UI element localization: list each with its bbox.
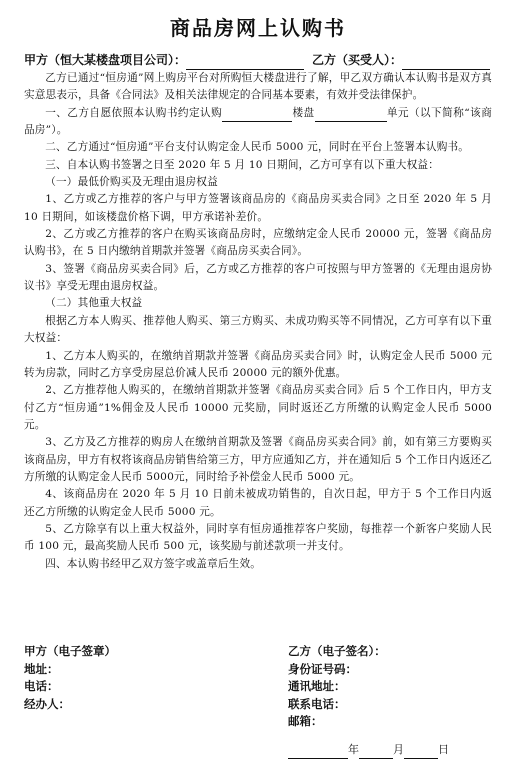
subheading-rights-2: （二）其他重大权益 <box>45 297 143 310</box>
party-line <box>24 50 492 70</box>
paragraph-clause-2: 二、乙方通过“恒房通”平台支付认购定金人民币 5000 元，同时在平台上签署本认购书。 <box>45 141 470 154</box>
party-b-email-label[interactable]: 邮箱： <box>288 714 323 729</box>
document-body <box>24 70 492 573</box>
party-b-id-label[interactable]: 身份证号码： <box>288 661 357 676</box>
date-day-label: 日 <box>438 743 449 756</box>
date-year-blank[interactable] <box>288 746 348 759</box>
paragraph-right-2-2: 2、乙方推荐他人购买的，在缴纳首期款并签署《商品房买卖合同》后 5 个工作日内，甲方支付乙方“恒房通”1%佣金及人民币 10000 元奖励，同时返还乙方所缴的认购定金人民币 5000 元。 <box>24 384 492 431</box>
party-a-seal-label: 甲方（电子签章） <box>24 644 116 658</box>
party-b-label: 乙方（买受人）： <box>312 53 403 67</box>
paragraph-clause-3: 三、自本认购书签署之日至 2020 年 5 月 10 日期间，乙方可享有以下重大权益： <box>45 158 439 171</box>
party-a-signature <box>24 643 264 713</box>
paragraph-clause-4: 四、本认购书经甲乙双方签字或盖章后生效。 <box>45 557 262 570</box>
sign-date <box>288 741 449 759</box>
date-month-label: 月 <box>393 743 404 756</box>
party-b-blank[interactable] <box>402 56 490 70</box>
clause-1-blank-1[interactable] <box>222 109 292 122</box>
clause-1-blank-2[interactable] <box>315 109 387 122</box>
clause-1-tail: 单元（以下简称“该商品房”）。 <box>24 106 492 137</box>
paragraph-rights-2-intro: 根据乙方本人购买、推荐他人购买、第三方购买、未成功购买等不同情况，乙方可享有以下重大权益： <box>24 314 492 345</box>
party-b-sign-label: 乙方（电子签名）： <box>288 644 386 658</box>
date-year-label: 年 <box>348 743 359 756</box>
party-a-phone-label[interactable]: 电话： <box>24 679 59 694</box>
party-a-address-label[interactable]: 地址： <box>24 661 59 676</box>
party-b-address-label[interactable]: 通讯地址： <box>288 679 346 694</box>
document-title: 商品房网上认购书 <box>170 16 346 40</box>
paragraph-right-2-5: 5、乙方除享有以上重大权益外，同时享有恒房通推荐客户奖励，每推荐一个新客户奖励人民币 100 元，最高奖励人民币 500 元，该奖励与前述款项一并支付。 <box>24 522 492 553</box>
clause-1-lead: 一、乙方自愿依照本认购书约定认购 <box>45 106 223 119</box>
party-a-handler-label[interactable]: 经办人： <box>24 696 70 711</box>
paragraph-intro: 乙方已通过“恒房通”网上购房平台对所购恒大楼盘进行了解，甲乙双方确认本认购书是双方真实意思表示，具备《合同法》及相关法律规定的合同基本要素，有效并受法律保护。 <box>24 72 492 102</box>
clause-1-mid: 楼盘 <box>292 106 315 119</box>
party-a-blank[interactable] <box>186 56 304 70</box>
party-b-phone-label[interactable]: 联系电话： <box>288 696 346 711</box>
subheading-rights-1: （一）最低价购买及无理由退房权益 <box>45 176 218 189</box>
paragraph-clause-1 <box>24 105 492 140</box>
paragraph-right-1-3: 3、签署《商品房买卖合同》后，乙方或乙方推荐的客户可按照与甲方签署的《无理由退房协议书》享受无理由退房权益。 <box>24 262 492 293</box>
date-day-blank[interactable] <box>404 746 438 759</box>
paragraph-right-2-3: 3、乙方及乙方推荐的购房人在缴纳首期款及签署《商品房买卖合同》前，如有第三方要购买该商品房，甲方有权将该商品房销售给第三方，甲方应通知乙方，并在通知后 5 个工作日内返还乙方所缴的认购定金人民币 5000元，同时给予补偿金人民币 5000 元。 <box>24 436 492 483</box>
date-month-blank[interactable] <box>359 746 393 759</box>
paragraph-right-1-1: 1、乙方或乙方推荐的客户与甲方签署该商品房的《商品房买卖合同》之日至 2020 年 5 月 10 日期间，如该楼盘价格下调，甲方承诺补差价。 <box>24 193 492 223</box>
paragraph-right-2-4: 4、该商品房在 2020 年 5 月 10 日前未被成功销售的，自次日起，甲方于 5 个工作日内返还乙方所缴的认购定金人民币 5000 元。 <box>24 488 492 518</box>
paragraph-right-1-2: 2、乙方或乙方推荐的客户在购买该商品房时，应缴纳定金人民币 20000 元，签署《商品房认购书》，在 5 日内缴纳首期款并签署《商品房买卖合同》。 <box>24 228 492 258</box>
paragraph-right-2-1: 1、乙方本人购买的，在缴纳首期款并签署《商品房买卖合同》时，认购定金人民币 5000 元转为房款，同时乙方享受房屋总价减人民币 20000 元的额外优惠。 <box>24 349 492 379</box>
party-a-label: 甲方（恒大某楼盘项目公司）： <box>24 53 187 67</box>
party-b-signature <box>288 643 508 731</box>
